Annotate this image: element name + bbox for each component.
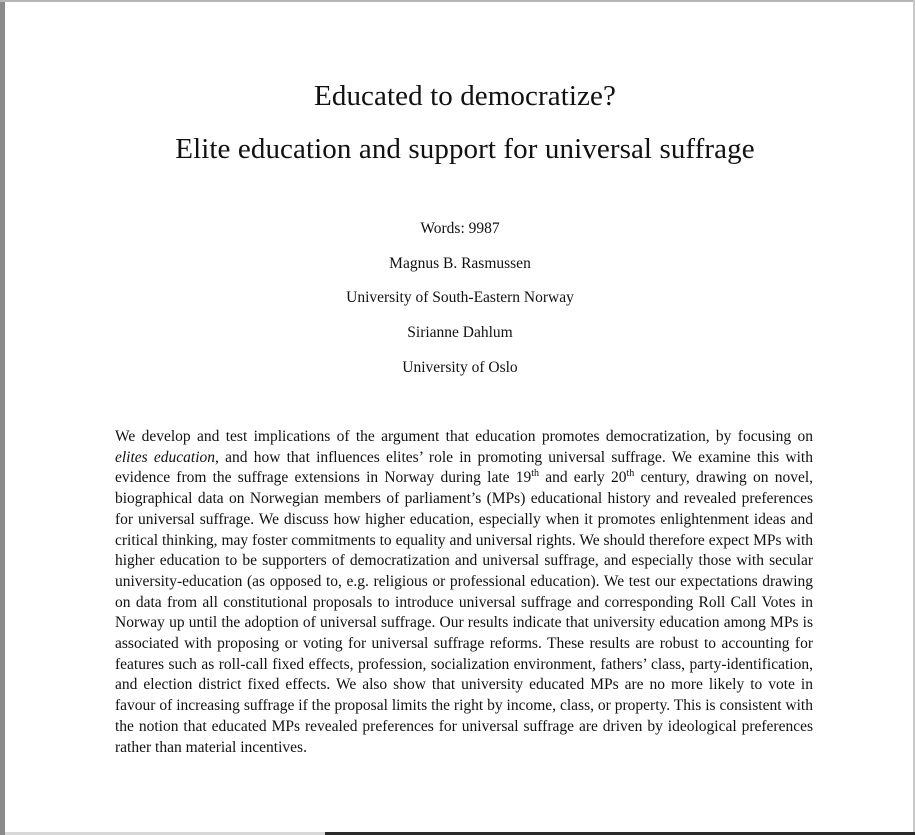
abstract-emphasis: elites education xyxy=(115,448,216,466)
abstract-text-4: century, drawing on novel, biographical data on Norwegian members of parliament’s (MPs) educational history and revealed preferences for universal suffrage. We discuss how higher education, especially when it promotes enlightenment ideas and critical thinking, may foster commitments to equality and universal rights. We should therefore expect MPs with higher education to be supporters of democratization and universal suffrage, and especially those with secular university-education (as opposed to, e.g. religious or professional education). We test our expectations drawing on data from all constitutional proposals to introduce universal suffrage and corresponding Roll Call Votes in Norway up until the adoption of universal suffrage. Our results indicate that university education among MPs is associated with proposing or voting for universal suffrage reforms. These results are robust to accounting for features such as roll-call fixed effects, profession, socialization environment, fathers’ class, party-identification, and election district fixed effects. We also show that university educated MPs are no more likely to vote in favour of increasing suffrage if the proposal limits the right by income, class, or property. This is consistent with the notion that educated MPs revealed preferences for universal suffrage are driven by ideological preferences rather than material incentives. xyxy=(115,469,814,756)
paper-title-line-2: Elite education and support for universal suffrage xyxy=(175,133,755,165)
author-1: Magnus B. Rasmussen xyxy=(389,255,531,272)
paper-title-line-1: Educated to democratize? xyxy=(314,80,616,112)
affiliation-1: University of South-Eastern Norway xyxy=(346,289,574,306)
abstract xyxy=(115,427,813,758)
abstract-text-1: We develop and test implications of the argument that education promotes democratization, by focusing on xyxy=(115,428,813,445)
abstract-text-3: and early 20 xyxy=(539,469,627,487)
word-count: Words: 9987 xyxy=(420,220,500,237)
affiliation-2: University of Oslo xyxy=(402,359,518,376)
abstract-superscript-2: th xyxy=(626,468,635,480)
abstract-text-2: , and how that influences elites’ role in promoting universal suffrage. We examine this with evidence from the suffrage extensions in Norway during late 19 xyxy=(115,448,813,487)
document-page xyxy=(5,2,913,832)
author-2: Sirianne Dahlum xyxy=(407,324,513,341)
abstract-superscript-1: th xyxy=(531,468,539,480)
